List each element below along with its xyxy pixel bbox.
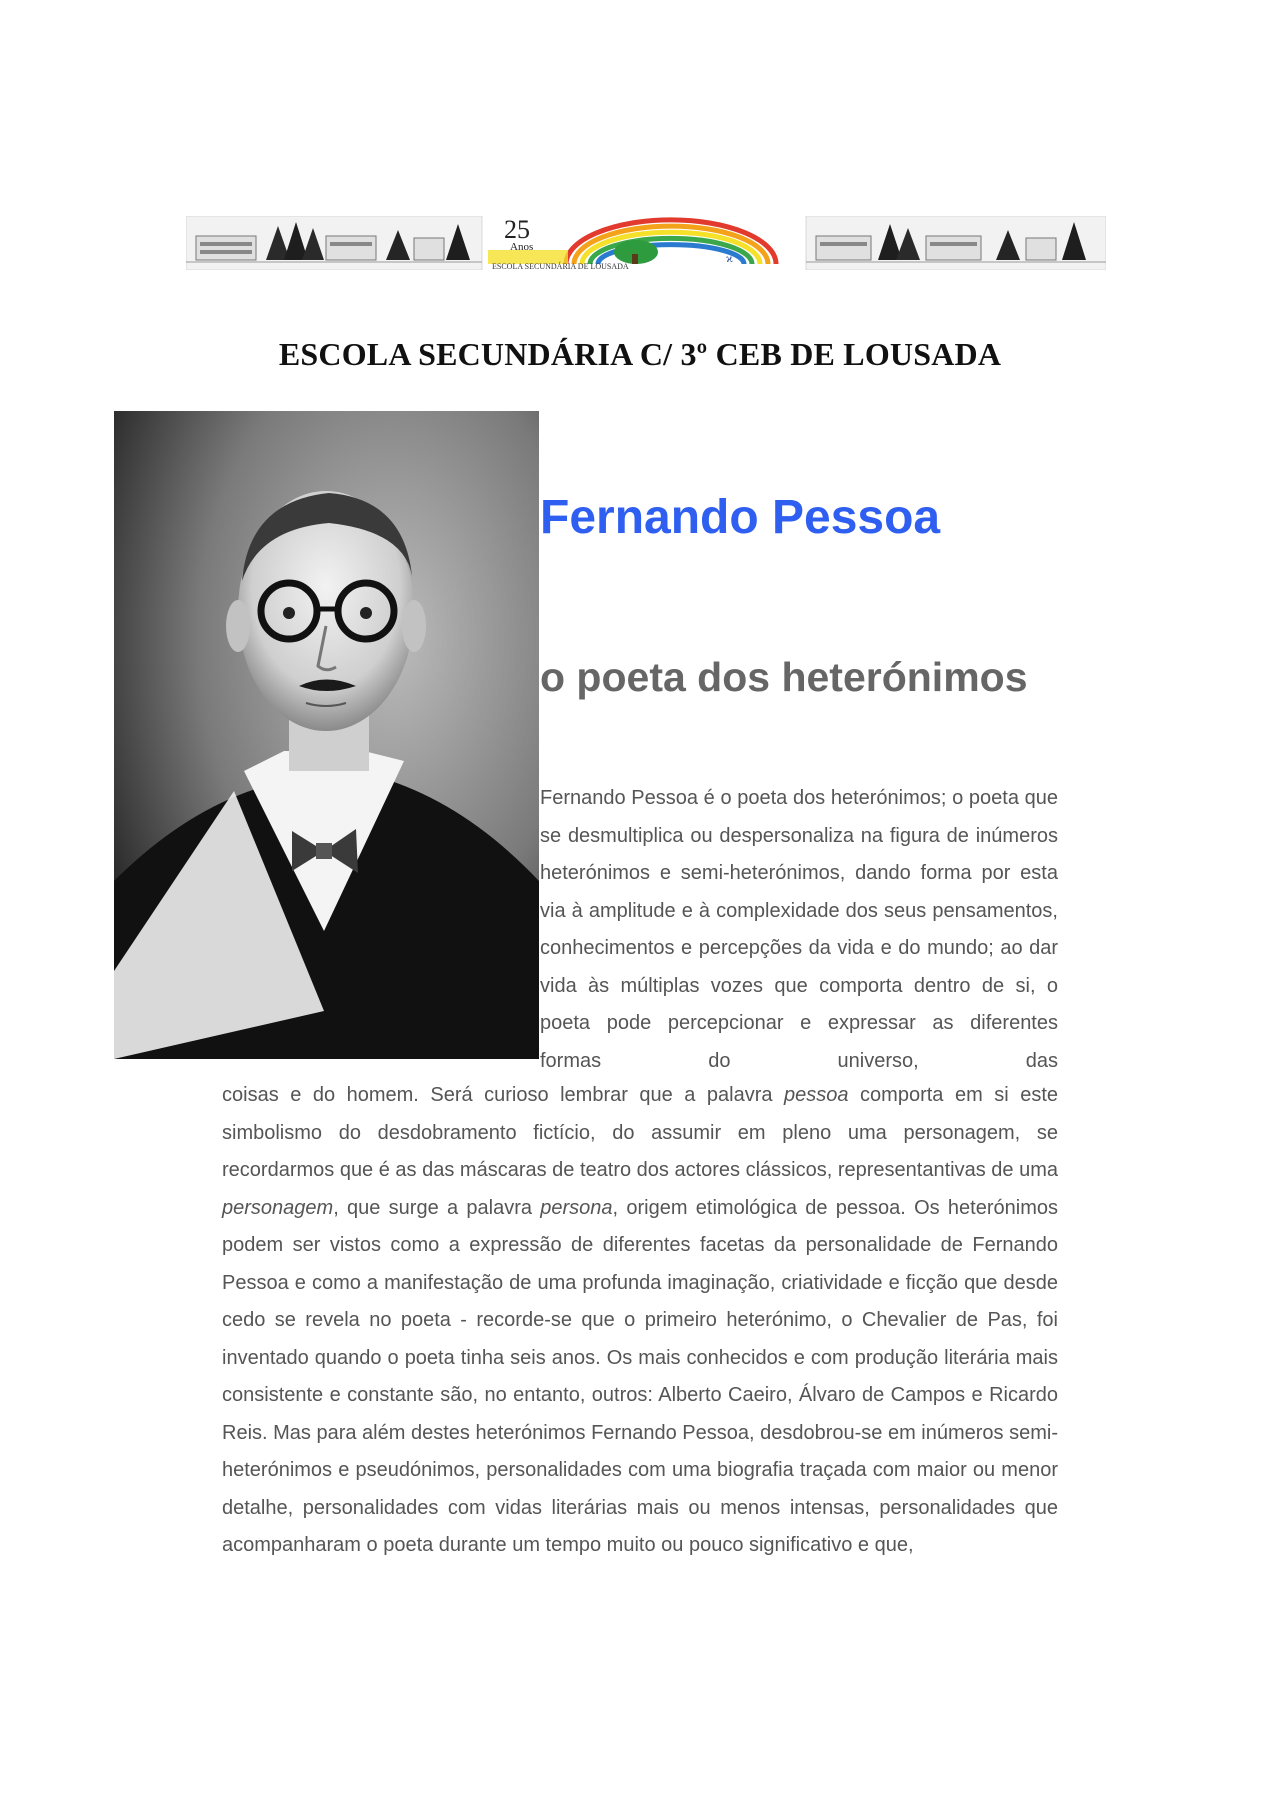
portrait-photo (114, 411, 539, 1059)
school-title: ESCOLA SECUNDÁRIA C/ 3º CEB DE LOUSADA (278, 336, 1002, 372)
banner-right-school-image (806, 216, 1106, 270)
main-title: Fernando Pessoa (540, 491, 941, 544)
logo-caption: ESCOLA SECUNDÁRIA DE LOUSADA (492, 262, 629, 270)
logo-number: 25 (504, 216, 530, 244)
body-text-part: , que surge a palavra (333, 1196, 541, 1219)
banner-logo (486, 216, 798, 270)
emphasis-persona: persona (540, 1196, 613, 1219)
banner-left-school-image (186, 216, 482, 270)
body-text-part: , origem etimológica de pessoa. Os heterónimos podem ser vistos como a expressão de diferentes facetas da personalidade de Fernando Pessoa e como a manifestação de uma profunda imaginação, criatividade e ficção que desde cedo se revela no poeta - recorde-se que o primeiro heterónimo, o Chevalier de Pas, foi inventado quando o poeta tinha seis anos. Os mais conhecidos e com produção literária mais consistente e constante são, no entanto, outros: Alberto Caeiro, Álvaro de Campos e Ricardo Reis. Mas para além destes heterónimos Fernando Pessoa, desdobrou-se em inúmeros semi-heterónimos e pseudónimos, personalidades com uma biografia traçada com maior ou menor detalhe, personalidades com vidas literárias mais ou menos intensas, personalidades que acompanharam o poeta durante um tempo muito ou pouco significativo e que, (222, 1196, 1058, 1556)
body-text-part: comporta em si este simbolismo do desdobramento fictício, do assumir em pleno uma personagem, se recordarmos que é as das máscaras de teatro dos actores clássicos, representantivas de uma (222, 1084, 1058, 1181)
body-text-part: coisas e do homem. Será curioso lembrar que a palavra (222, 1084, 785, 1106)
svg-text:ϰ: ϰ (726, 251, 733, 265)
emphasis-pessoa: pessoa (784, 1084, 849, 1106)
logo-word: Anos (510, 241, 534, 253)
intro-paragraph: Fernando Pessoa é o poeta dos heterónimos; o poeta que se desmultiplica ou despersonaliza na figura de inúmeros heterónimos e semi-heterónimos, dando forma por esta via à amplitude e à complexidade dos seus pensamentos, conhecimentos e percepções da vida e do mundo; ao dar vida às múltiplas vozes que comporta dentro de si, o poeta pode percepcionar e expressar as diferentes formas do universo, das (540, 787, 1058, 1072)
school-banner (186, 216, 1106, 270)
emphasis-personagem: personagem (222, 1196, 334, 1219)
subtitle: o poeta dos heterónimos (540, 654, 1028, 700)
body-paragraph (222, 1077, 1058, 1565)
